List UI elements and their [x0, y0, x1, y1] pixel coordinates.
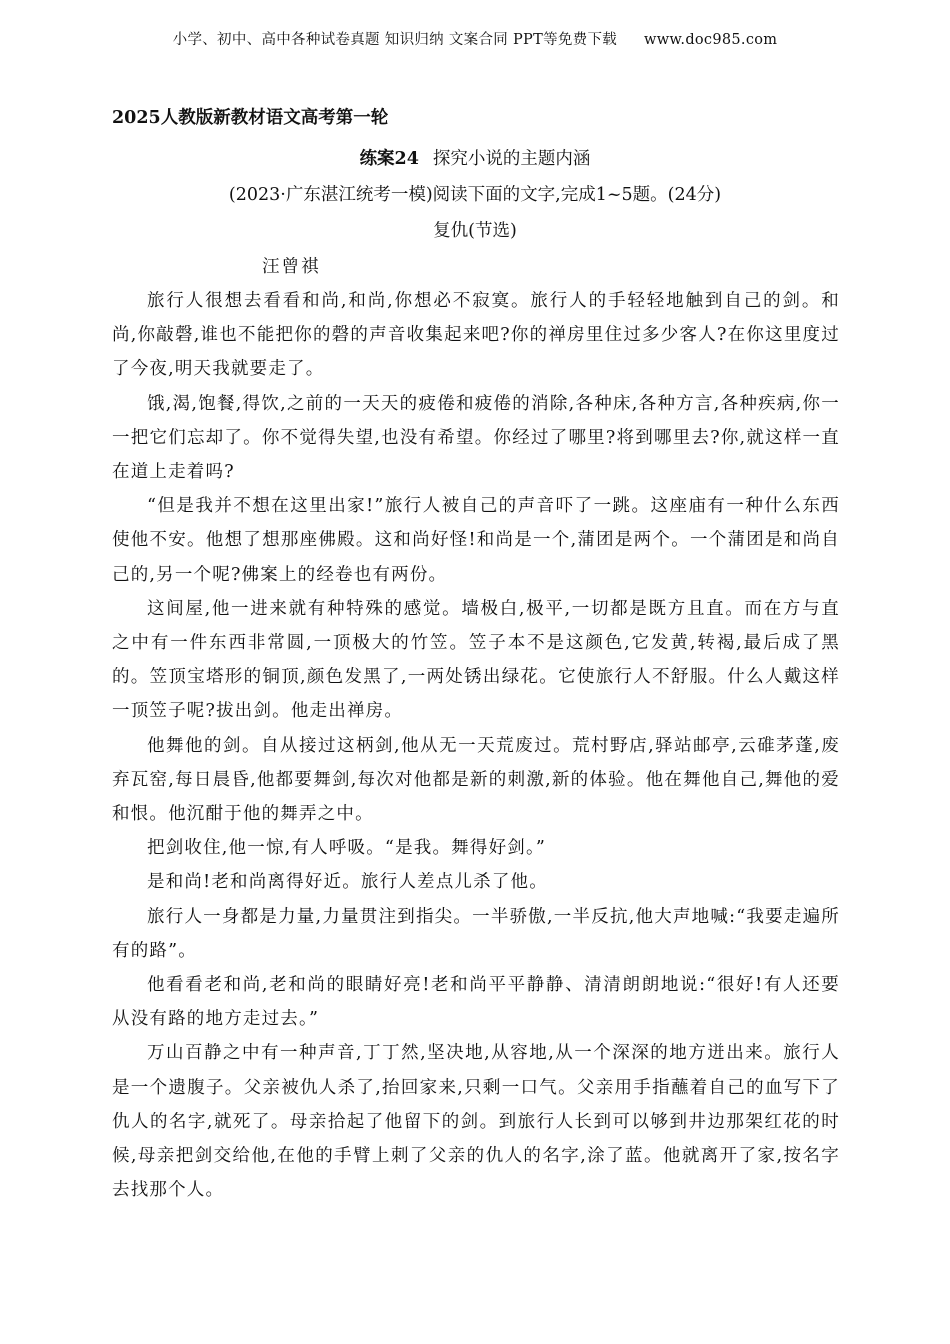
paragraph: 这间屋,他一进来就有种特殊的感觉。墙极白,极平,一切都是既方且直。而在方与直之中有一件东西非常圆,一顶极大的竹笠。笠子本不是这颜色,它发黄,转褐,最后成了黑的。笠顶宝塔形的铜顶,颜色发黑了,一两处锈出绿花。它使旅行人不舒服。什么人戴这样一顶笠子呢?拔出剑。他走出禅房。	[112, 598, 840, 722]
lesson-heading	[0, 145, 950, 170]
header-text: 小学、初中、高中各种试卷真题 知识归纳 文案合同 PPT等免费下载	[172, 32, 618, 48]
paragraph: “但是我并不想在这里出家!”旅行人被自己的声音吓了一跳。这座庙有一种什么东西使他不安。他想了想那座佛殿。这和尚好怪!和尚是一个,蒲团是两个。一个蒲团是和尚自己的,另一个呢?佛案上的经卷也有两份。	[112, 496, 840, 585]
passage-body	[112, 284, 840, 1207]
lesson-number: 练案24	[359, 149, 419, 169]
paragraph: 旅行人很想去看看和尚,和尚,你想必不寂寞。旅行人的手轻轻地触到自己的剑。和尚,你敲磬,谁也不能把你的磬的声音收集起来吧?你的禅房里住过多少客人?在你这里度过了今夜,明天我就要走了。	[112, 291, 840, 380]
author-name: 汪曾祺	[262, 257, 321, 277]
header-site-link[interactable]: www.doc985.com	[644, 32, 778, 48]
page-header	[0, 28, 950, 49]
paragraph: 万山百静之中有一种声音,丁丁然,坚决地,从容地,从一个深深的地方迸出来。旅行人是一个遗腹子。父亲被仇人杀了,抬回家来,只剩一口气。父亲用手指蘸着自己的血写下了仇人的名字,就死了。母亲拾起了他留下的剑。到旅行人长到可以够到井边那架红花的时候,母亲把剑交给他,在他的手臂上刺了父亲的仇人的名字,涂了蓝。他就离开了家,按名字去找那个人。	[112, 1043, 840, 1201]
document-title: 2025人教版新教材语文高考第一轮	[112, 108, 389, 128]
paragraph: 他舞他的剑。自从接过这柄剑,他从无一天荒废过。荒村野店,驿站邮亭,云碓茅蓬,废弃瓦窑,每日晨昏,他都要舞剑,每次对他都是新的刺激,新的体验。他在舞他自己,舞他的爱和恨。他沉酣于他的舞弄之中。	[112, 735, 840, 825]
passage-title: 复仇(节选)	[433, 221, 517, 241]
question-instructions: (2023·广东湛江统考一模)阅读下面的文字,完成1~5题。(24分)	[228, 185, 722, 205]
paragraph: 把剑收住,他一惊,有人呼吸。“是我。舞得好剑。”	[147, 838, 547, 859]
paragraph: 饿,渴,饱餐,得饮,之前的一天天的疲倦和疲倦的消除,各种床,各种方言,各种疾病,你一一把它们忘却了。你不觉得失望,也没有希望。你经过了哪里?将到哪里去?你,就这样一直在道上走着吗?	[112, 393, 840, 483]
paragraph: 是和尚!老和尚离得好近。旅行人差点儿杀了他。	[147, 872, 548, 893]
paragraph: 旅行人一身都是力量,力量贯注到指尖。一半骄傲,一半反抗,他大声地喊:“我要走遍所有的路”。	[112, 906, 840, 961]
lesson-title: 探究小说的主题内涵	[432, 149, 591, 169]
paragraph: 他看看老和尚,老和尚的眼睛好亮!老和尚平平静静、清清朗朗地说:“很好!有人还要从没有路的地方走过去。”	[112, 975, 840, 1030]
